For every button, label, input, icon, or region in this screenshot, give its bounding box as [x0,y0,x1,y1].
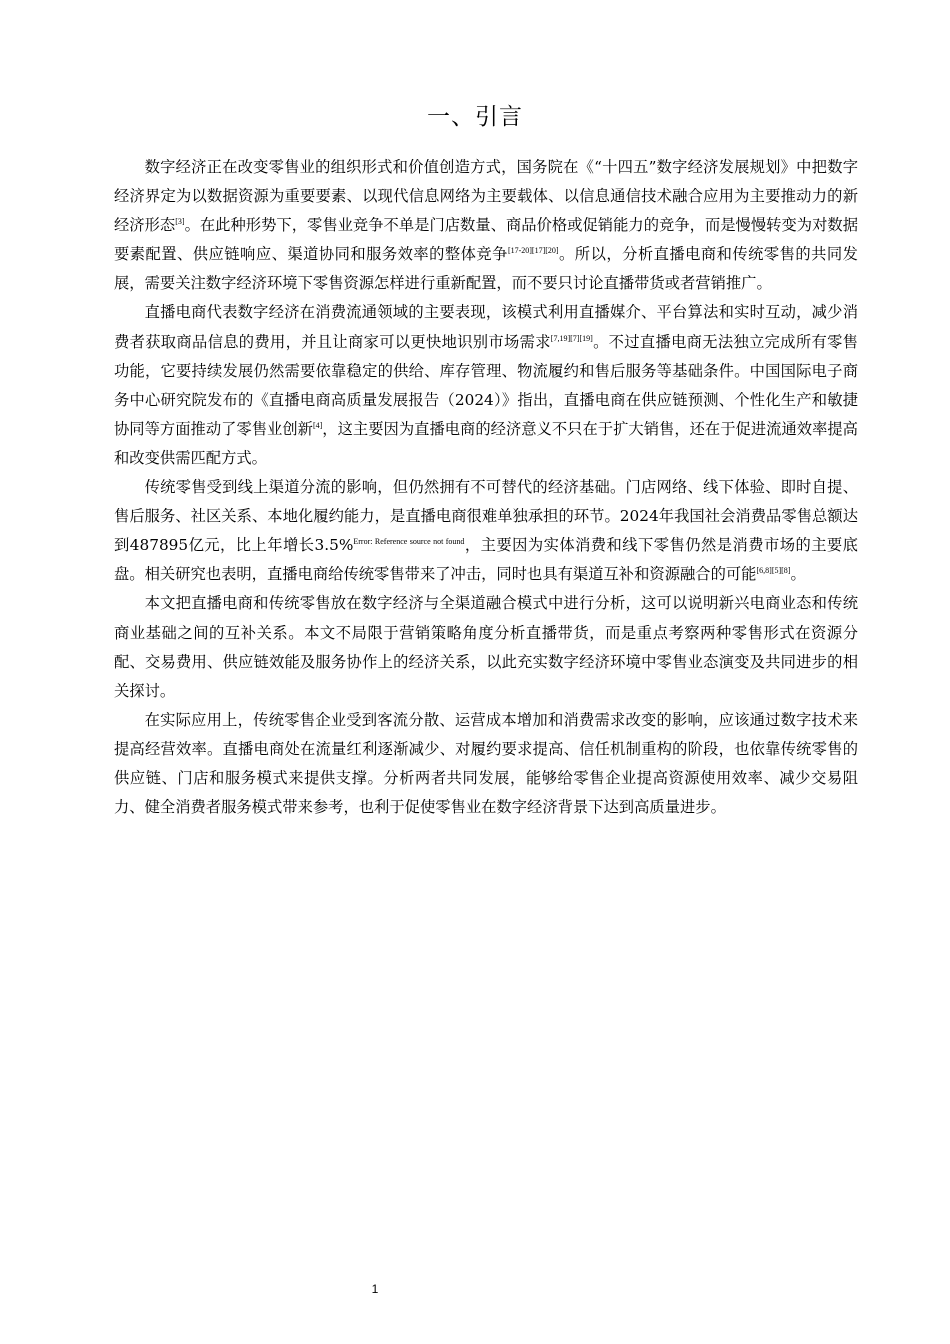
text-run: 。在此种形势下，零售业竞争不单是门店数量、商品价格或促销能力的竞争，而是慢慢转变为对数据要素配置、供应链响应、渠道协同和服务效率的整体竞争 [114,216,858,264]
text-run: 在实际应用上，传统零售企业受到客流分散、运营成本增加和消费需求改变的影响，应该通过数字技术来提高经营效率。直播电商处在流量红利逐渐减少、对履约要求提高、信任机制重构的阶段，也依靠传统零售的供应链、门店和服务模式来提供支撑。分析两者共同发展，能够给零售企业提高资源使用效率、减少交易阻力、健全消费者服务模式带来参考，也利于促使零售业在数字经济背景下达到高质量进步。 [114,710,858,817]
paragraph-5 [114,706,858,822]
text-run: 。不过直播电商无法独立完成所有零售功能，它要持续发展仍然需要依靠稳定的供给、库存管理、物流履约和售后服务等基础条件。中国国际电子商务中心研究院发布的《直播电商高质量发展报告（2024）》指出，直播电商在供应链预测、个性化生产和敏捷协同等方面推动了零售业创新 [114,332,858,438]
paragraph-2 [114,298,858,473]
text-run: 。 [790,565,806,584]
paragraph-3 [114,473,858,589]
citation: [6,8][5][8] [756,566,791,576]
paragraph-1 [114,153,858,298]
citation: [7,19][7][19] [550,333,593,343]
text-run: ，这主要因为直播电商的经济意义不只在于扩大销售，还在于促进流通效率提高和改变供需匹配方式。 [114,419,858,467]
body-text [114,153,858,822]
section-heading: 一、引言 [427,104,523,130]
citation: [4] [312,420,323,430]
text-run: 。所以，分析直播电商和传统零售的共同发展，需要关注数字经济环境下零售资源怎样进行重新配置，而不要只讨论直播带货或者营销推广。 [114,245,858,293]
citation-error: Error: Reference source not found [353,537,465,547]
citation: [17-20][17][20] [507,246,559,256]
text-run: 本文把直播电商和传统零售放在数字经济与全渠道融合模式中进行分析，这可以说明新兴电商业态和传统商业基础之间的互补关系。本文不局限于营销策略角度分析直播带货，而是重点考察两种零售形式在资源分配、交易费用、供应链效能及服务协作上的经济关系，以此充实数字经济环境中零售业态演变及共同进步的相关探讨。 [114,594,858,700]
text-run: ，主要因为实体消费和线下零售仍然是消费市场的主要底盘。相关研究也表明，直播电商给传统零售带来了冲击，同时也具有渠道互补和资源融合的可能 [114,536,858,584]
citation: [3] [175,217,185,227]
text-run: 传统零售受到线上渠道分流的影响，但仍然拥有不可替代的经济基础。门店网络、线下体验、即时自提、售后服务、社区关系、本地化履约能力，是直播电商很难单独承担的环节。2024年我国社会消费品零售总额达到487895亿元，比上年增长3.5% [114,478,858,555]
paragraph-4 [114,589,858,705]
text-run: 数字经济正在改变零售业的组织形式和价值创造方式，国务院在《“十四五”数字经济发展规划》中把数字经济界定为以数据资源为重要要素、以现代信息网络为主要载体、以信息通信技术融合应用为主要推动力的新经济形态 [114,158,858,235]
text-run: 直播电商代表数字经济在消费流通领域的主要表现，该模式利用直播媒介、平台算法和实时互动，减少消费者获取商品信息的费用，并且让商家可以更快地识别市场需求 [114,303,858,351]
page-number: 1 [371,1282,379,1296]
